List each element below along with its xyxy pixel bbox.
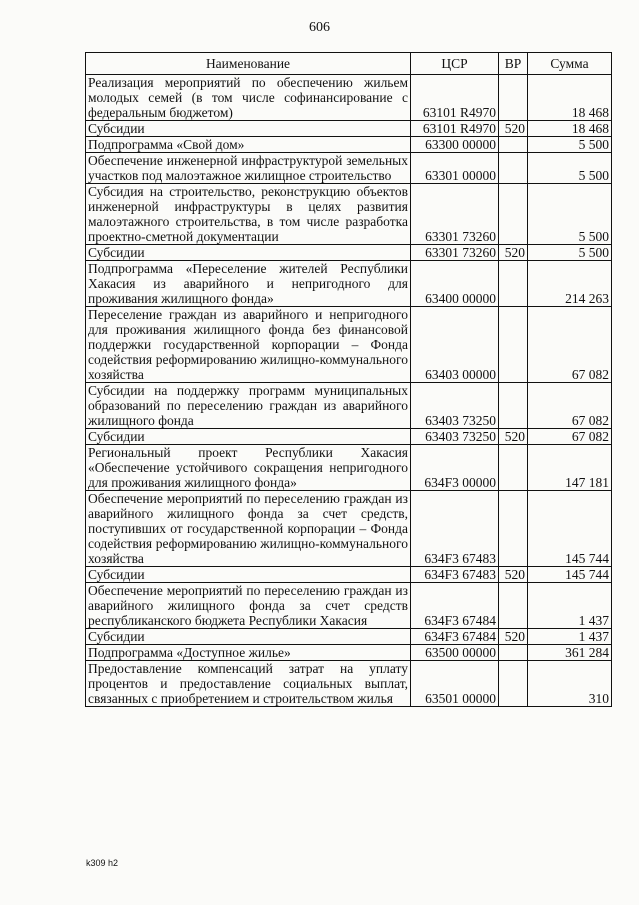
table-row (86, 75, 612, 121)
cell-sum: 18 468 (528, 75, 612, 121)
cell-csr: 63403 00000 (411, 307, 499, 383)
cell-csr: 63101 R4970 (411, 121, 499, 137)
cell-sum: 18 468 (528, 121, 612, 137)
cell-name: Региональный проект Республики Хакасия «Обеспечение устойчивого сокращения непригодного для проживания жилищного фонда» (86, 445, 411, 491)
cell-sum: 1 437 (528, 629, 612, 645)
footer-code: k309 h2 (86, 858, 119, 868)
cell-vr (499, 184, 528, 245)
cell-name: Подпрограмма «Доступное жилье» (86, 645, 411, 661)
cell-vr: 520 (499, 567, 528, 583)
cell-vr (499, 153, 528, 184)
cell-csr: 634F3 67483 (411, 567, 499, 583)
cell-vr (499, 645, 528, 661)
cell-csr: 634F3 00000 (411, 445, 499, 491)
cell-name: Обеспечение мероприятий по переселению граждан из аварийного жилищного фонда за счет средств республиканского бюджета Республики Хакасия (86, 583, 411, 629)
cell-sum: 67 082 (528, 383, 612, 429)
table-row (86, 121, 612, 137)
cell-sum: 214 263 (528, 261, 612, 307)
cell-csr: 63301 73260 (411, 245, 499, 261)
cell-vr (499, 445, 528, 491)
cell-name: Субсидии (86, 567, 411, 583)
table-row (86, 583, 612, 629)
cell-csr: 63300 00000 (411, 137, 499, 153)
cell-vr (499, 261, 528, 307)
cell-vr (499, 383, 528, 429)
table-row (86, 153, 612, 184)
cell-csr: 634F3 67484 (411, 583, 499, 629)
cell-name: Субсидия на строительство, реконструкцию объектов инженерной инфраструктуры в целях развития малоэтажного строительства, в том числе разработка проектно-сметной документации (86, 184, 411, 245)
cell-sum: 147 181 (528, 445, 612, 491)
cell-csr: 63301 00000 (411, 153, 499, 184)
cell-vr: 520 (499, 121, 528, 137)
cell-csr: 63403 73250 (411, 429, 499, 445)
page-number: 606 (309, 20, 330, 35)
cell-csr: 63501 00000 (411, 661, 499, 707)
cell-vr (499, 75, 528, 121)
cell-vr (499, 661, 528, 707)
cell-sum: 5 500 (528, 184, 612, 245)
cell-sum: 361 284 (528, 645, 612, 661)
cell-vr: 520 (499, 245, 528, 261)
table-row (86, 429, 612, 445)
cell-name: Обеспечение мероприятий по переселению граждан из аварийного жилищного фонда за счет средств, поступивших от государственной корпорации – Фонда содействия реформированию жилищно-коммунального хозяйства (86, 491, 411, 567)
cell-csr: 634F3 67483 (411, 491, 499, 567)
header-vr: ВР (499, 53, 528, 75)
table-row (86, 645, 612, 661)
cell-csr: 63301 73260 (411, 184, 499, 245)
cell-csr: 63101 R4970 (411, 75, 499, 121)
cell-sum: 145 744 (528, 567, 612, 583)
cell-sum: 1 437 (528, 583, 612, 629)
cell-name: Реализация мероприятий по обеспечению жильем молодых семей (в том числе софинансирование с федеральным бюджетом) (86, 75, 411, 121)
cell-name: Субсидии на поддержку программ муниципальных образований по переселению граждан из аварийного жилищного фонда (86, 383, 411, 429)
table-row (86, 245, 612, 261)
cell-vr: 520 (499, 429, 528, 445)
table-row (86, 567, 612, 583)
cell-vr (499, 137, 528, 153)
cell-sum: 67 082 (528, 307, 612, 383)
table-row (86, 491, 612, 567)
cell-sum: 5 500 (528, 153, 612, 184)
table-header-row (86, 53, 612, 75)
table-row (86, 184, 612, 245)
budget-table (85, 52, 612, 707)
table-row (86, 629, 612, 645)
table-row (86, 383, 612, 429)
cell-name: Субсидии (86, 429, 411, 445)
table-row (86, 661, 612, 707)
header-sum: Сумма (528, 53, 612, 75)
cell-name: Предоставление компенсаций затрат на уплату процентов и предоставление социальных выплат, связанных с приобретением и строительством жилья (86, 661, 411, 707)
cell-name: Субсидии (86, 629, 411, 645)
cell-sum: 310 (528, 661, 612, 707)
cell-csr: 63403 73250 (411, 383, 499, 429)
cell-sum: 145 744 (528, 491, 612, 567)
cell-name: Обеспечение инженерной инфраструктурой земельных участков под малоэтажное жилищное строительство (86, 153, 411, 184)
cell-vr: 520 (499, 629, 528, 645)
cell-sum: 5 500 (528, 137, 612, 153)
cell-name: Субсидии (86, 121, 411, 137)
table-row (86, 261, 612, 307)
cell-vr (499, 307, 528, 383)
cell-name: Субсидии (86, 245, 411, 261)
cell-name: Подпрограмма «Переселение жителей Республики Хакасия из аварийного и непригодного для проживания жилищного фонда» (86, 261, 411, 307)
table-row (86, 307, 612, 383)
table-row (86, 137, 612, 153)
table-body (86, 75, 612, 707)
header-name: Наименование (86, 53, 411, 75)
cell-sum: 67 082 (528, 429, 612, 445)
cell-name: Переселение граждан из аварийного и непригодного для проживания жилищного фонда без финансовой поддержки государственной корпорации – Фонда содействия реформированию жилищно-коммунального хозяйства (86, 307, 411, 383)
cell-csr: 634F3 67484 (411, 629, 499, 645)
cell-name: Подпрограмма «Свой дом» (86, 137, 411, 153)
cell-csr: 63400 00000 (411, 261, 499, 307)
table-row (86, 445, 612, 491)
cell-vr (499, 491, 528, 567)
cell-vr (499, 583, 528, 629)
cell-csr: 63500 00000 (411, 645, 499, 661)
cell-sum: 5 500 (528, 245, 612, 261)
header-csr: ЦСР (411, 53, 499, 75)
